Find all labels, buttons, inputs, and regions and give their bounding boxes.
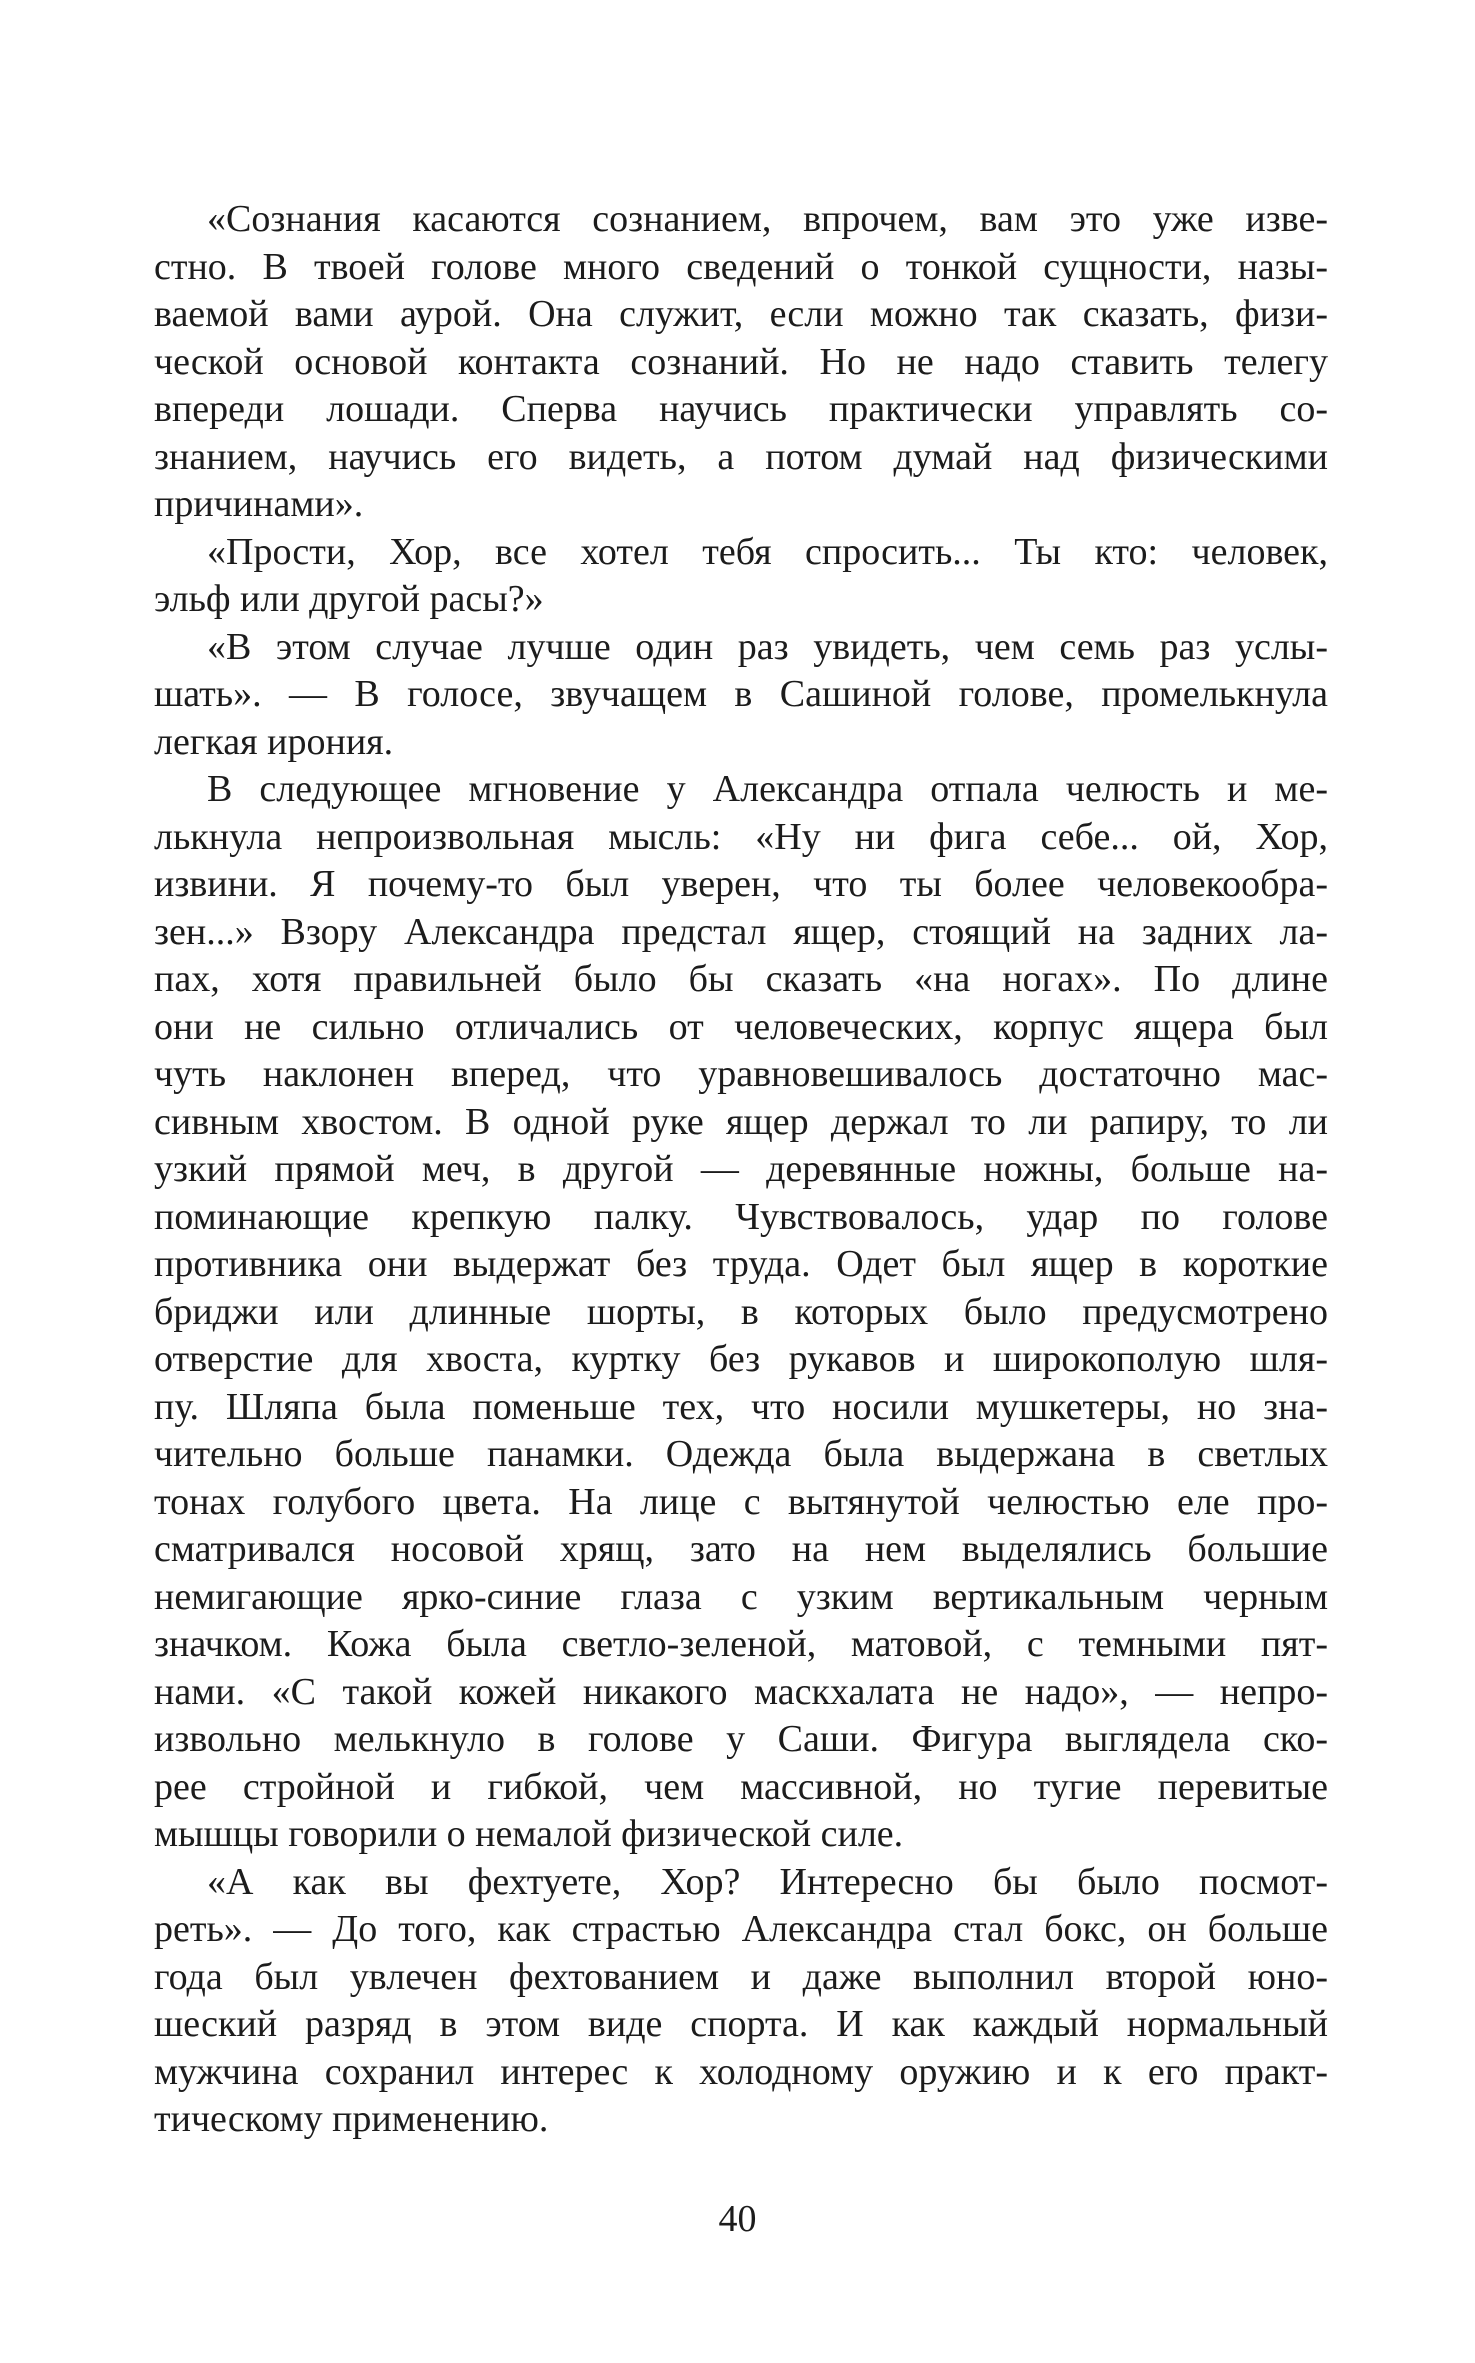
text-line: они не сильно отличались от человеческих, корпус ящера был: [154, 1005, 1328, 1048]
text-line: тонах голубого цвета. На лице с вытянутой челюстью еле про-: [154, 1480, 1328, 1523]
text-line: лькнула непроизвольная мысль: «Ну ни фига себе... ой, Хор,: [154, 815, 1328, 858]
text-line: зен...» Взору Александра предстал ящер, стоящий на задних ла-: [154, 910, 1328, 953]
text-line: пах, хотя правильней было бы сказать «на ногах». По длине: [154, 958, 1328, 1000]
text-line: извини. Я почему-то был уверен, что ты более человекообра-: [154, 863, 1328, 905]
text-line: мышцы говорили о немалой физической силе.: [154, 1813, 904, 1855]
text-line: впереди лошади. Сперва научись практически управлять со-: [154, 388, 1328, 430]
text-line: чительно больше панамки. Одежда была выдержана в светлых: [154, 1433, 1328, 1475]
text-line: пу. Шляпа была поменьше тех, что носили мушкетеры, но зна-: [154, 1385, 1328, 1428]
text-line: года был увлечен фехтованием и даже выполнил второй юно-: [154, 1955, 1328, 1998]
body-text: [154, 196, 1328, 2144]
text-line: шеский разряд в этом виде спорта. И как каждый нормальный: [154, 2003, 1328, 2045]
text-line: узкий прямой меч, в другой — деревянные ножны, больше на-: [154, 1148, 1328, 1190]
text-line: ваемой вами аурой. Она служит, если можно так сказать, физи-: [154, 293, 1328, 335]
text-line: шать». — В голосе, звучащем в Сашиной голове, промелькнула: [154, 673, 1328, 715]
text-line: «В этом случае лучше один раз увидеть, чем семь раз услы-: [207, 625, 1328, 668]
text-line: немигающие ярко-синие глаза с узким вертикальным черным: [154, 1575, 1328, 1618]
text-line: сматривался носовой хрящ, зато на нем выделялись большие: [154, 1528, 1328, 1570]
page-number: 40: [718, 2198, 757, 2240]
text-line: знанием, научись его видеть, а потом думай над физическими: [154, 435, 1328, 478]
text-line: противника они выдержат без труда. Одет был ящер в короткие: [154, 1243, 1328, 1285]
text-line: поминающие крепкую палку. Чувствовалось, удар по голове: [154, 1195, 1328, 1238]
paragraph: [154, 196, 1328, 529]
text-line: эльф или другой расы?»: [154, 578, 544, 620]
paragraph: [154, 624, 1328, 767]
text-line: бриджи или длинные шорты, в которых было предусмотрено: [154, 1290, 1328, 1333]
text-line: В следующее мгновение у Александра отпала челюсть и ме-: [207, 768, 1328, 810]
text-line: извольно мелькнуло в голове у Саши. Фигура выглядела ско-: [154, 1718, 1328, 1760]
text-line: «А как вы фехтуете, Хор? Интересно бы было посмот-: [207, 1860, 1328, 1903]
text-line: «Сознания касаются сознанием, впрочем, вам это уже изве-: [207, 198, 1328, 240]
text-line: причинами».: [154, 483, 364, 525]
text-line: реть». — До того, как страстью Александра стал бокс, он больше: [154, 1908, 1328, 1950]
text-line: сивным хвостом. В одной руке ящер держал то ли рапиру, то ли: [154, 1100, 1328, 1143]
text-line: ческой основой контакта сознаний. Но не надо ставить телегу: [154, 340, 1328, 383]
text-line: «Прости, Хор, все хотел тебя спросить... Ты кто: человек,: [207, 530, 1328, 573]
text-line: легкая ирония.: [154, 720, 394, 763]
text-line: стно. В твоей голове много сведений о тонкой сущности, назы-: [154, 245, 1328, 288]
text-line: тическому применению.: [154, 2098, 549, 2140]
paragraph: [154, 1859, 1328, 2144]
text-line: нами. «С такой кожей никакого маскхалата не надо», — непро-: [154, 1670, 1328, 1713]
paragraph: [154, 766, 1328, 1859]
paragraph: [154, 529, 1328, 624]
text-line: значком. Кожа была светло-зеленой, матовой, с темными пят-: [154, 1623, 1328, 1665]
text-line: мужчина сохранил интерес к холодному оружию и к его практ-: [154, 2050, 1328, 2093]
text-line: отверстие для хвоста, куртку без рукавов и широкополую шля-: [154, 1338, 1328, 1380]
text-line: чуть наклонен вперед, что уравновешивалось достаточно мас-: [154, 1053, 1328, 1095]
text-line: рее стройной и гибкой, чем массивной, но тугие перевитые: [154, 1765, 1328, 1808]
